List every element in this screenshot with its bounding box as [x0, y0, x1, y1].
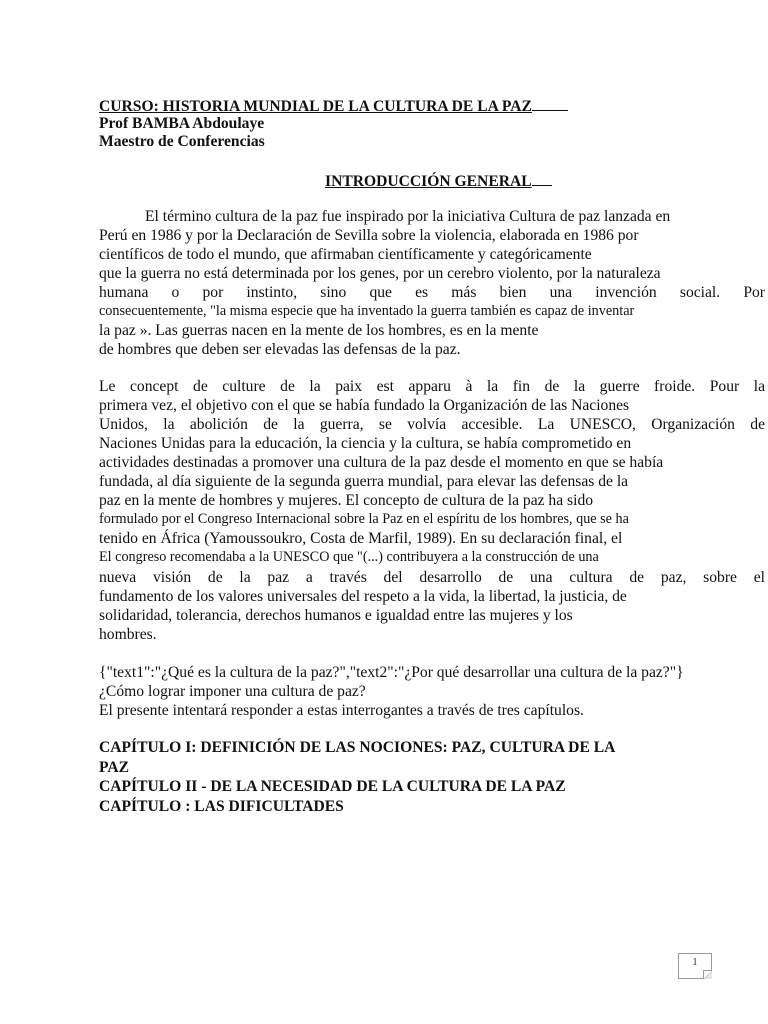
paragraph-line: Unidos, la abolición de la guerra, se volvía accesible. La UNESCO, Organización de [99, 416, 765, 433]
paragraph-line: actividades destinadas a promover una cultura de la paz desde el momento en que se había [99, 454, 664, 471]
paragraph-line: primera vez, el objetivo con el que se había fundado la Organización de las Naciones [99, 397, 630, 414]
paragraph-line: fundada, al día siguiente de la segunda guerra mundial, para elevar las defensas de la [99, 473, 629, 490]
paragraph-line: Le concept de culture de la paix est apparu à la fin de la guerre froide. Pour la [99, 378, 765, 395]
section-title: INTRODUCCIÓN GENERAL [325, 171, 552, 191]
professor-role: Maestro de Conferencias [99, 133, 265, 150]
paragraph-line: El congreso recomendaba a la UNESCO que "(...) contribuyera a la construcción de una [99, 549, 599, 565]
paragraph-line: científicos de todo el mundo, que afirmaban científicamente y categóricamente [99, 246, 592, 263]
professor-name: Prof BAMBA Abdoulaye [99, 115, 265, 132]
paragraph-line: solidaridad, tolerancia, derechos humanos e igualdad entre las mujeres y los [99, 607, 573, 624]
questions-json-line: {"text1":"¿Qué es la cultura de la paz?","text2":"¿Por qué desarrollar una cultura de la paz?"} [99, 664, 684, 681]
paragraph-line: El término cultura de la paz fue inspirado por la iniciativa Cultura de paz lanzada en [145, 208, 671, 225]
paragraph-line: paz en la mente de hombres y mujeres. El concepto de cultura de la paz ha sido [99, 492, 594, 509]
paragraph-line: tenido en África (Yamoussoukro, Costa de Marfil, 1989). En su declaración final, el [99, 530, 623, 547]
page-number-box [678, 953, 712, 979]
question-line: El presente intentará responder a estas interrogantes a través de tres capítulos. [99, 702, 584, 719]
chapter-title: PAZ [99, 759, 130, 776]
chapter-title: CAPÍTULO : LAS DIFICULTADES [99, 798, 344, 815]
paragraph-line: la paz ». Las guerras nacen en la mente de los hombres, es en la mente [99, 322, 539, 339]
paragraph-line: humana o por instinto, sino que es más bien una invención social. Por [99, 284, 765, 301]
question-line: ¿Cómo lograr imponer una cultura de paz? [99, 683, 366, 700]
paragraph-line: nueva visión de la paz a través del desarrollo de una cultura de paz, sobre el [99, 569, 765, 586]
paragraph-line: formulado por el Congreso Internacional sobre la Paz en el espíritu de los hombres, que se ha [99, 511, 629, 527]
paragraph-line: Naciones Unidas para la educación, la ciencia y la cultura, se había comprometido en [99, 435, 632, 452]
paragraph-line: de hombres que deben ser elevadas las defensas de la paz. [99, 341, 461, 358]
course-title: CURSO: HISTORIA MUNDIAL DE LA CULTURA DE LA PAZ [99, 96, 568, 116]
chapter-title: CAPÍTULO II - DE LA NECESIDAD DE LA CULTURA DE LA PAZ [99, 778, 566, 795]
page-number: 1 [692, 957, 698, 968]
paragraph-line: que la guerra no está determinada por los genes, por un cerebro violento, por la naturaleza [99, 265, 661, 282]
paragraph-line: fundamento de los valores universales del respeto a la vida, la libertad, la justicia, de [99, 588, 627, 605]
page-curl-icon [703, 970, 712, 979]
paragraph-line: Perú en 1986 y por la Declaración de Sevilla sobre la violencia, elaborada en 1986 por [99, 227, 639, 244]
paragraph-line: consecuentemente, "la misma especie que ha inventado la guerra también es capaz de inventar [99, 303, 635, 319]
chapter-title: CAPÍTULO I: DEFINICIÓN DE LAS NOCIONES: PAZ, CULTURA DE LA [99, 739, 616, 756]
paragraph-line: hombres. [99, 626, 157, 643]
